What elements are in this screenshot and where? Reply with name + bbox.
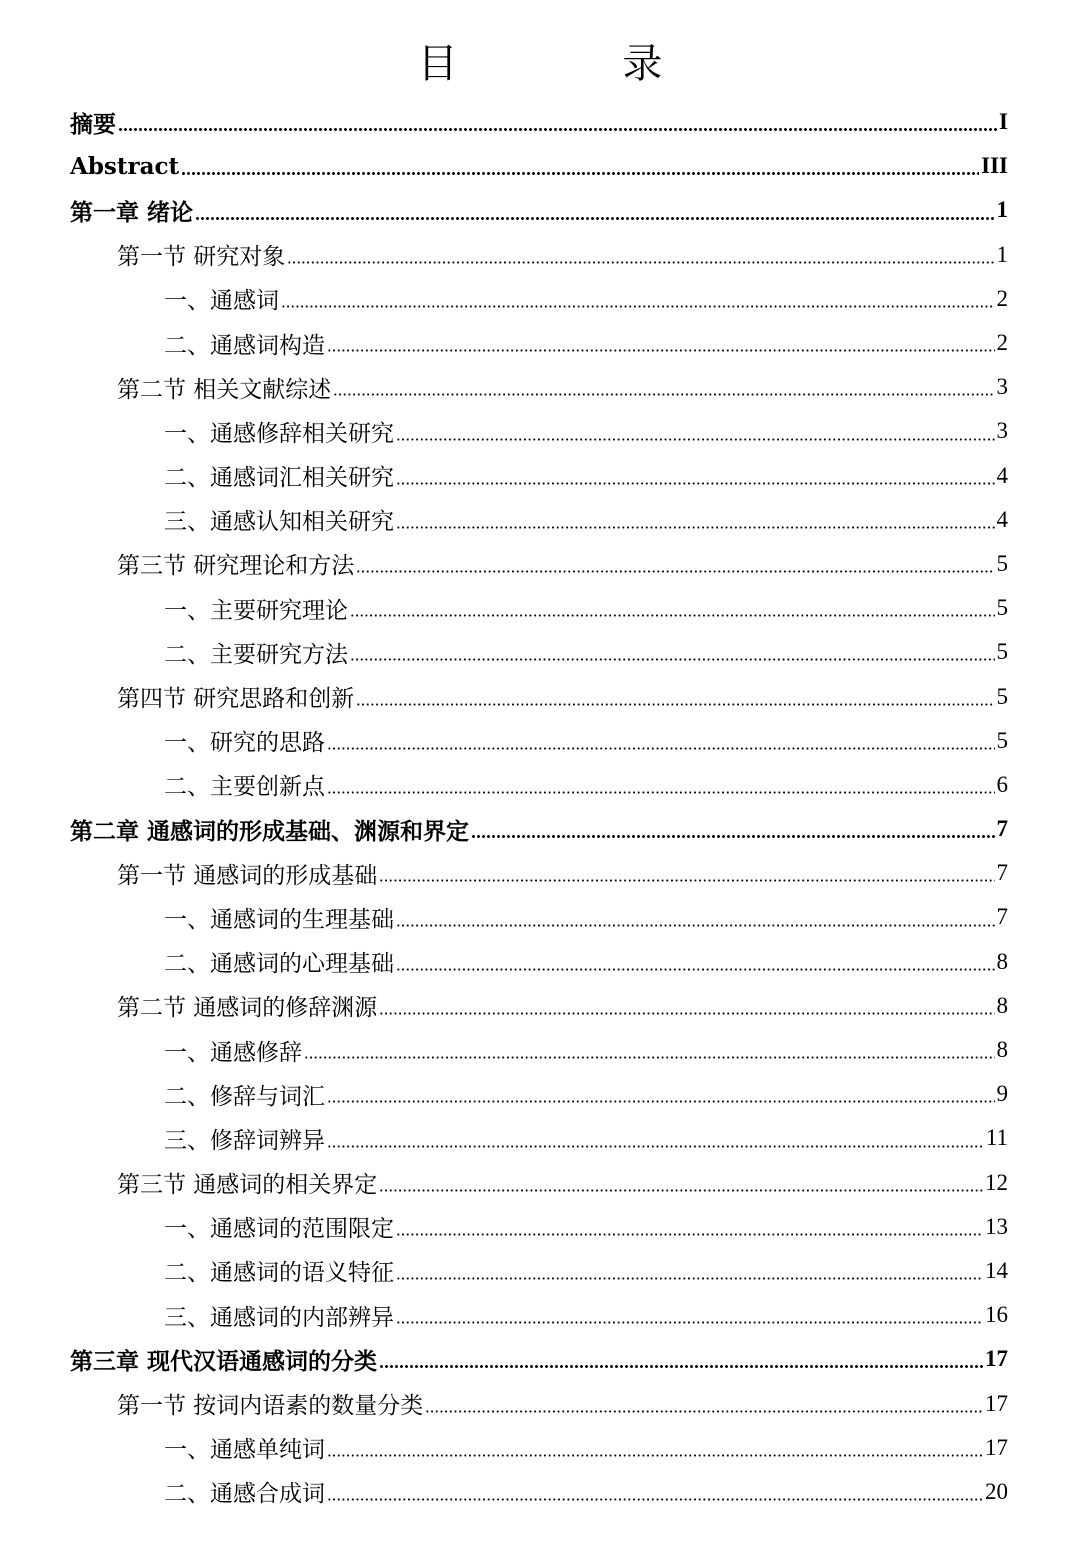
toc-subsection-entry[interactable] bbox=[70, 454, 1008, 498]
toc-subsection-entry[interactable] bbox=[70, 1072, 1008, 1116]
toc-page-number: 5 bbox=[996, 727, 1008, 753]
toc-dot-leader bbox=[327, 791, 995, 794]
toc-subsection-entry[interactable] bbox=[70, 409, 1008, 453]
toc-dot-leader bbox=[333, 393, 994, 396]
toc-page-number: 13 bbox=[985, 1213, 1008, 1239]
toc-entry-label: Abstract bbox=[70, 152, 180, 180]
toc-subsection-entry[interactable] bbox=[70, 763, 1008, 807]
toc-entry-label: 第三节 研究理论和方法 bbox=[117, 553, 355, 580]
toc-dot-leader bbox=[379, 1189, 983, 1192]
toc-page-number: 8 bbox=[996, 1037, 1008, 1063]
toc-subsection-entry[interactable] bbox=[70, 1249, 1008, 1293]
toc-entry-label: 二、修辞与词汇 bbox=[164, 1083, 325, 1110]
toc-entry-label: 一、通感修辞相关研究 bbox=[164, 420, 394, 447]
toc-entry-label: 第四节 研究思路和创新 bbox=[117, 686, 355, 713]
toc-page-number: 12 bbox=[985, 1169, 1008, 1195]
toc-section-entry[interactable] bbox=[70, 542, 1008, 586]
toc-entry-label: 三、修辞词辨异 bbox=[164, 1127, 325, 1154]
toc-page-number: 17 bbox=[985, 1346, 1008, 1372]
toc-dot-leader bbox=[379, 1012, 994, 1015]
toc-section-entry[interactable] bbox=[70, 1161, 1008, 1205]
toc-subsection-entry[interactable] bbox=[70, 321, 1008, 365]
toc-entry-label: 第二节 通感词的修辞渊源 bbox=[117, 995, 378, 1022]
toc-page-number: 7 bbox=[996, 816, 1008, 842]
toc-dot-leader bbox=[396, 1321, 983, 1324]
page-title: 目 录 bbox=[417, 41, 739, 87]
toc-subsection-entry[interactable] bbox=[70, 1426, 1008, 1470]
toc-page-number: 3 bbox=[996, 374, 1008, 400]
toc-page-number: 4 bbox=[996, 462, 1008, 488]
toc-dot-leader bbox=[350, 614, 995, 617]
toc-section-entry[interactable] bbox=[70, 1381, 1008, 1425]
toc-entry-label: 三、通感词的内部辨异 bbox=[164, 1304, 394, 1331]
toc-page-number: 9 bbox=[996, 1081, 1008, 1107]
toc-page-number: 11 bbox=[985, 1125, 1008, 1151]
toc-dot-leader bbox=[327, 747, 995, 750]
toc-dot-leader bbox=[356, 703, 994, 706]
toc-dot-leader bbox=[327, 1498, 983, 1501]
toc-page-number: 20 bbox=[985, 1478, 1008, 1504]
toc-subsection-entry[interactable] bbox=[70, 940, 1008, 984]
toc-page-number: 7 bbox=[996, 904, 1008, 930]
toc-section-entry[interactable] bbox=[70, 233, 1008, 277]
toc-dot-leader bbox=[396, 438, 995, 441]
toc-dot-leader bbox=[304, 1056, 995, 1059]
toc-dot-leader bbox=[471, 835, 994, 838]
toc-subsection-entry[interactable] bbox=[70, 1116, 1008, 1160]
toc-entry-label: 第一节 通感词的形成基础 bbox=[117, 862, 378, 889]
toc-page-number: 16 bbox=[985, 1302, 1008, 1328]
toc-entry-label: 一、通感词的生理基础 bbox=[164, 906, 394, 933]
toc-dot-leader bbox=[396, 482, 995, 485]
toc-entry-label: 二、通感词汇相关研究 bbox=[164, 465, 394, 492]
toc-section-entry[interactable] bbox=[70, 674, 1008, 718]
toc-entry-label: 二、主要研究方法 bbox=[164, 641, 348, 668]
toc-entry-label: 三、通感认知相关研究 bbox=[164, 509, 394, 536]
toc-subsection-entry[interactable] bbox=[70, 1028, 1008, 1072]
toc-dot-leader bbox=[396, 1277, 983, 1280]
table-of-contents bbox=[70, 100, 1008, 1514]
toc-entry-label: 第一节 研究对象 bbox=[117, 244, 286, 271]
toc-page-number: 7 bbox=[996, 860, 1008, 886]
toc-page-number: 5 bbox=[996, 639, 1008, 665]
toc-entry-label: 第三章 现代汉语通感词的分类 bbox=[70, 1347, 378, 1375]
toc-page-number: 17 bbox=[985, 1390, 1008, 1416]
toc-subsection-entry[interactable] bbox=[70, 630, 1008, 674]
toc-entry-label: 一、通感修辞 bbox=[164, 1039, 302, 1066]
toc-dot-leader bbox=[327, 1100, 995, 1103]
toc-entry-label: 第三节 通感词的相关界定 bbox=[117, 1172, 378, 1199]
toc-chapter-entry[interactable] bbox=[70, 188, 1008, 232]
toc-page-number: 5 bbox=[996, 595, 1008, 621]
toc-entry-label: 第二章 通感词的形成基础、渊源和界定 bbox=[70, 817, 470, 845]
toc-chapter-entry[interactable] bbox=[70, 807, 1008, 851]
toc-entry-label: 第一节 按词内语素的数量分类 bbox=[117, 1393, 424, 1420]
toc-subsection-entry[interactable] bbox=[70, 498, 1008, 542]
toc-chapter-entry[interactable] bbox=[70, 1337, 1008, 1381]
toc-subsection-entry[interactable] bbox=[70, 1470, 1008, 1514]
toc-dot-leader bbox=[396, 526, 995, 529]
toc-entry-label: 一、主要研究理论 bbox=[164, 597, 348, 624]
toc-entry-label: 二、通感合成词 bbox=[164, 1481, 325, 1508]
toc-dot-leader bbox=[181, 172, 979, 175]
toc-dot-leader bbox=[379, 1365, 983, 1368]
toc-section-entry[interactable] bbox=[70, 365, 1008, 409]
toc-subsection-entry[interactable] bbox=[70, 1205, 1008, 1249]
toc-dot-leader bbox=[396, 968, 995, 971]
toc-dot-leader bbox=[327, 349, 995, 352]
toc-subsection-entry[interactable] bbox=[70, 277, 1008, 321]
toc-dot-leader bbox=[195, 217, 994, 220]
toc-page-number: 17 bbox=[985, 1434, 1008, 1460]
toc-page-number: 2 bbox=[996, 330, 1008, 356]
toc-page-number: 8 bbox=[996, 948, 1008, 974]
toc-dot-leader bbox=[287, 261, 994, 264]
toc-entry-label: 二、通感词构造 bbox=[164, 332, 325, 359]
toc-dot-leader bbox=[281, 305, 995, 308]
toc-dot-leader bbox=[327, 1454, 983, 1457]
toc-page-number: 5 bbox=[996, 550, 1008, 576]
toc-entry-label: 第二节 相关文献综述 bbox=[117, 376, 332, 403]
toc-entry-label: 一、通感单纯词 bbox=[164, 1437, 325, 1464]
toc-page-number: 4 bbox=[996, 506, 1008, 532]
toc-page-number: 1 bbox=[996, 197, 1008, 223]
toc-dot-leader bbox=[396, 1233, 983, 1236]
toc-dot-leader bbox=[396, 924, 995, 927]
toc-chapter-entry[interactable] bbox=[70, 100, 1008, 144]
toc-page-number: 1 bbox=[996, 241, 1008, 267]
toc-section-entry[interactable] bbox=[70, 851, 1008, 895]
toc-subsection-entry[interactable] bbox=[70, 719, 1008, 763]
toc-dot-leader bbox=[118, 128, 997, 131]
toc-entry-label: 二、通感词的语义特征 bbox=[164, 1260, 394, 1287]
toc-page-number: III bbox=[981, 153, 1008, 179]
toc-page-number: 14 bbox=[985, 1257, 1008, 1283]
toc-entry-label: 摘要 bbox=[70, 110, 116, 138]
toc-dot-leader bbox=[425, 1410, 983, 1413]
toc-page-number: 6 bbox=[996, 771, 1008, 797]
toc-entry-label: 二、主要创新点 bbox=[164, 774, 325, 801]
toc-dot-leader bbox=[327, 1145, 984, 1148]
toc-page-number: I bbox=[999, 109, 1008, 135]
toc-page-number: 8 bbox=[996, 992, 1008, 1018]
toc-subsection-entry[interactable] bbox=[70, 1293, 1008, 1337]
toc-entry-label: 二、通感词的心理基础 bbox=[164, 951, 394, 978]
toc-dot-leader bbox=[356, 570, 994, 573]
toc-subsection-entry[interactable] bbox=[70, 586, 1008, 630]
toc-dot-leader bbox=[379, 879, 994, 882]
toc-entry-label: 第一章 绪论 bbox=[70, 198, 194, 226]
toc-chapter-entry[interactable] bbox=[70, 144, 1008, 188]
toc-page-number: 2 bbox=[996, 285, 1008, 311]
toc-page-number: 3 bbox=[996, 418, 1008, 444]
toc-page-number: 5 bbox=[996, 683, 1008, 709]
toc-dot-leader bbox=[350, 658, 995, 661]
toc-subsection-entry[interactable] bbox=[70, 895, 1008, 939]
toc-entry-label: 一、通感词的范围限定 bbox=[164, 1216, 394, 1243]
toc-entry-label: 一、研究的思路 bbox=[164, 730, 325, 757]
toc-section-entry[interactable] bbox=[70, 984, 1008, 1028]
toc-entry-label: 一、通感词 bbox=[164, 288, 279, 315]
